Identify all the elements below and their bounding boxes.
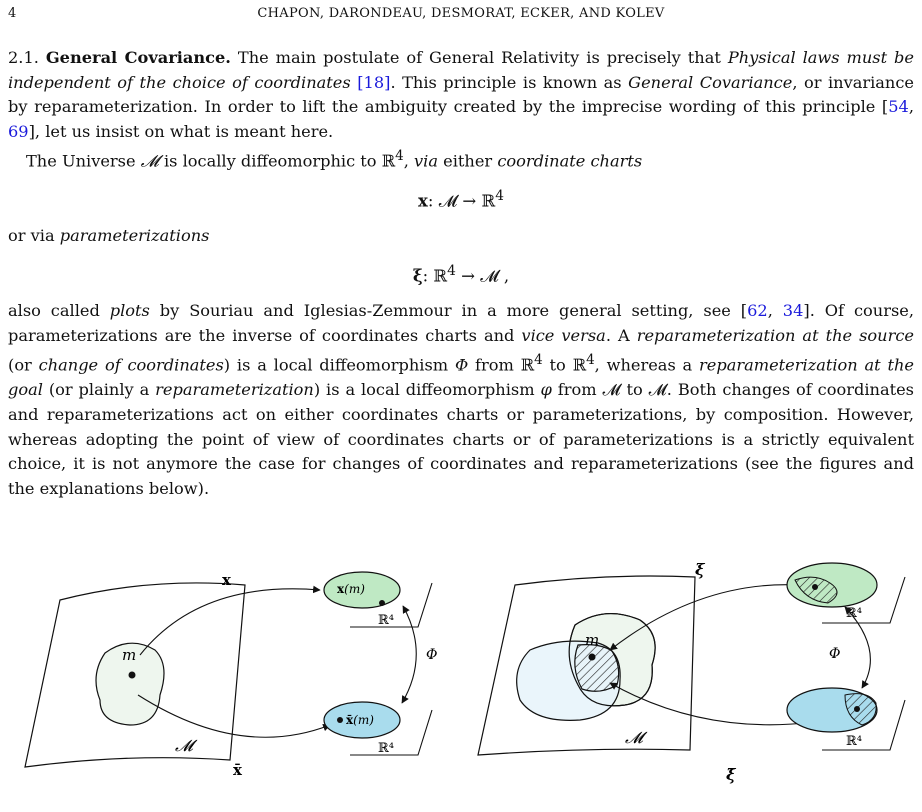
- main-text: [8, 46, 914, 501]
- text-run: . This principle is known as: [390, 72, 629, 92]
- text-run: (or: [8, 355, 39, 375]
- citation-link[interactable]: [18]: [357, 72, 391, 92]
- text-run: by Souriau and Iglesias-Zemmour in a more general setting, see [: [149, 301, 748, 321]
- text-run: , or invariance by reparameterization. In order to lift the ambiguity created by the imprecise wording of this principle [: [8, 72, 914, 117]
- text-run: ) is a local diffeomorphism: [223, 355, 455, 375]
- text-run: from 𝓜 to 𝓜. Both changes of coordinates and reparameterizations act on either coordinates charts or parameterizations, by composition. However, whereas adopting the point of view of coordinates charts or of parameterizations is a strictly equivalent choice, it is not anymore the case for changes of coordinates and reparameterizations (see the figures and the explanations below).: [8, 380, 914, 498]
- emphasized-postulate: Physical laws must be independent of the choice of coordinates: [8, 48, 914, 92]
- paragraph-general-covariance: [8, 46, 914, 144]
- label-x: x: [222, 571, 231, 589]
- label-r4-bottom: ℝ⁴: [378, 741, 395, 756]
- label-xi: ξ: [695, 560, 705, 579]
- text-run: is locally diffeomorphic to ℝ: [158, 151, 396, 171]
- phrase-vice-versa: vice versa: [521, 325, 606, 345]
- citation-link[interactable]: 54: [888, 97, 909, 117]
- transition-arrow-Phi: [402, 606, 416, 703]
- display-equation-chart: [8, 184, 914, 214]
- math-text: : ℝ: [422, 266, 448, 286]
- math-Phi: Φ: [454, 355, 469, 375]
- label-m: m: [122, 646, 137, 664]
- math-phi: φ: [540, 380, 552, 400]
- superscript: 4: [395, 148, 404, 165]
- label-M: 𝓜: [175, 736, 193, 755]
- math-x: x: [418, 191, 428, 211]
- text-run: from ℝ: [468, 355, 535, 375]
- text-run: The main postulate of General Relativity is precisely that: [237, 48, 728, 67]
- page-header: [8, 6, 914, 26]
- image-point-bottom: [337, 717, 343, 723]
- text-run: ]. Of course, parameterizations are the inverse of coordinates charts and: [8, 301, 914, 345]
- text-run: ) is a local diffeomorphism: [313, 380, 541, 400]
- label-r4-top: ℝ⁴: [846, 606, 863, 621]
- paragraph-universe: [8, 144, 914, 174]
- term-repar-source: reparameterization at the source: [636, 325, 914, 345]
- label-m: m: [585, 631, 600, 649]
- math-text: : 𝓜 → ℝ: [427, 191, 496, 211]
- text-run: ,: [908, 97, 914, 117]
- superscript: 4: [534, 352, 543, 369]
- point-m: [589, 654, 596, 661]
- superscript: 4: [586, 352, 595, 369]
- label-r4-top: ℝ⁴: [378, 613, 395, 628]
- superscript: 4: [447, 263, 456, 280]
- figures: [0, 555, 922, 812]
- label-Phi: Φ: [829, 646, 841, 662]
- figure-right: [478, 560, 905, 784]
- text-run: ,: [767, 301, 783, 321]
- label-r4-bottom: ℝ⁴: [846, 734, 863, 749]
- text-run: also called: [8, 301, 110, 321]
- term-change-of-coordinates: change of coordinates: [38, 355, 224, 375]
- point-m: [129, 672, 136, 679]
- text-run: ], let us insist on what is meant here.: [28, 121, 334, 141]
- paragraph-or-via: [8, 224, 914, 249]
- paragraph-plots: [8, 299, 914, 501]
- label-xm: x(m): [337, 582, 365, 596]
- section-title: General Covariance.: [45, 48, 231, 67]
- term-reparameterization: reparameterization: [155, 380, 314, 400]
- text-run: to ℝ: [542, 355, 587, 375]
- label-xbarm: x̄(m): [346, 713, 374, 727]
- page-number: 4: [8, 6, 17, 21]
- citation-link[interactable]: 69: [8, 121, 29, 141]
- image-point-bottom: [854, 706, 860, 712]
- superscript: 4: [495, 188, 504, 205]
- word-plots: plots: [109, 301, 150, 321]
- text-run: . A: [605, 325, 637, 345]
- text-run: either: [438, 151, 498, 171]
- display-equation-parameterization: [8, 259, 914, 289]
- text-run: The Universe: [26, 151, 141, 171]
- term-coordinate-charts: coordinate charts: [497, 151, 643, 171]
- label-M: 𝓜: [625, 728, 643, 747]
- term-parameterizations: parameterizations: [59, 226, 210, 246]
- image-point-top: [812, 584, 818, 590]
- text-run: ,: [403, 151, 415, 171]
- math-text: → 𝓜 ,: [455, 266, 510, 286]
- label-Phi: Φ: [426, 647, 438, 663]
- chart-arrow-x: [140, 589, 320, 655]
- text-run: or via: [8, 226, 60, 246]
- figure-left: [25, 571, 437, 779]
- math-xi: ξ: [412, 266, 423, 286]
- label-xbar: x̄: [233, 761, 242, 779]
- math-M: 𝓜: [140, 151, 159, 171]
- section-number: 2.1.: [8, 48, 39, 67]
- citation-link[interactable]: 34: [782, 301, 804, 321]
- term-general-covariance: General Covariance: [628, 72, 793, 92]
- label-xibar: ξ̄: [726, 765, 736, 784]
- word-via: via: [414, 151, 439, 171]
- running-title: CHAPON, DARONDEAU, DESMORAT, ECKER, AND KOLEV: [257, 6, 665, 21]
- term-repar-goal: reparameterization at the goal: [8, 355, 915, 400]
- citation-link[interactable]: 62: [747, 301, 768, 321]
- image-point-top: [379, 600, 385, 606]
- text-run: , whereas a: [594, 355, 700, 375]
- text-run: (or plainly a: [42, 380, 156, 400]
